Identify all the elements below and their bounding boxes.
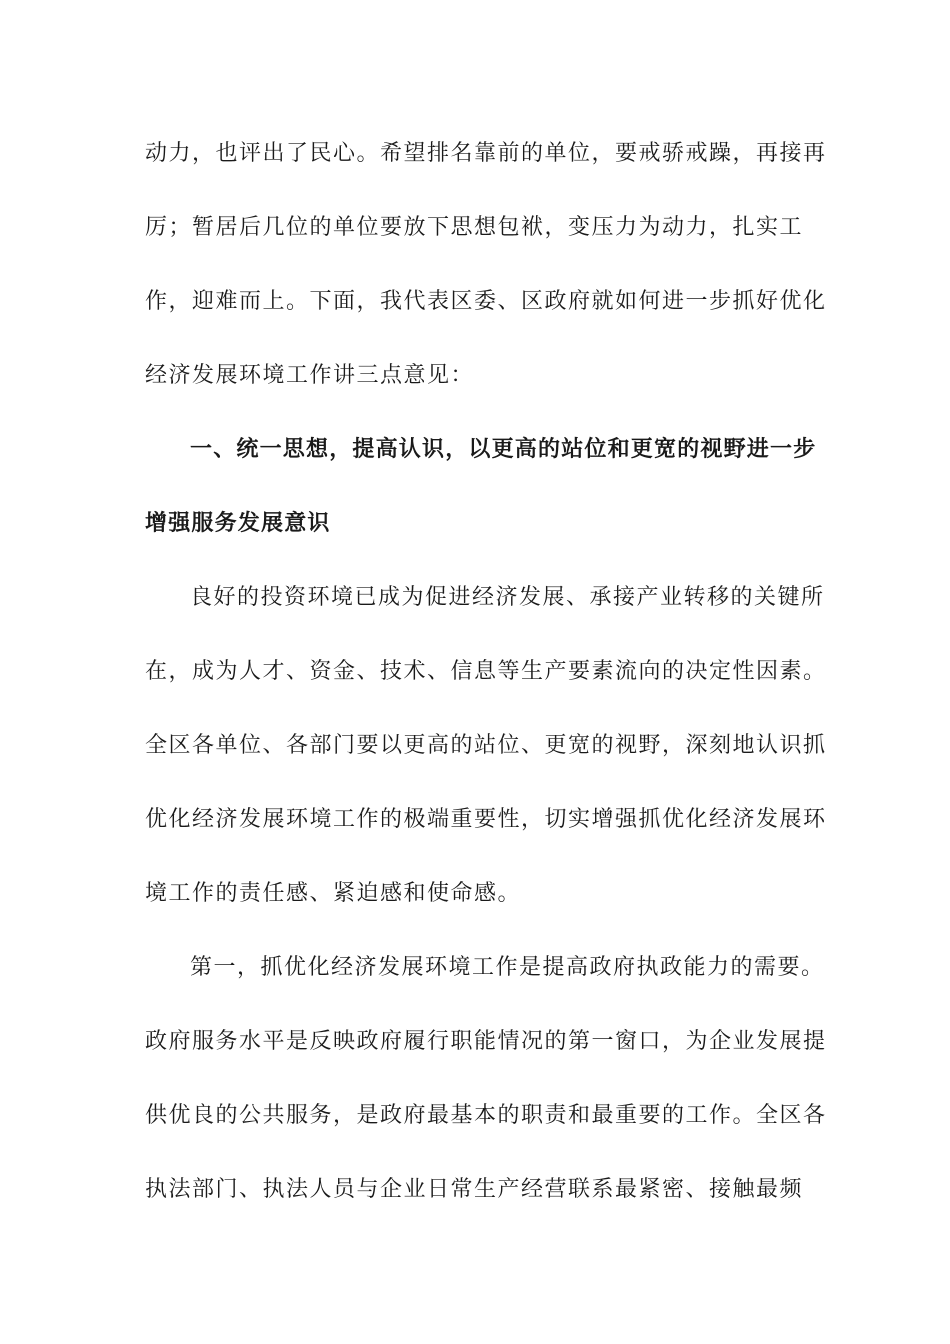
body-text-line: 政府服务水平是反映政府履行职能情况的第一窗口，为企业发展提 bbox=[145, 1029, 827, 1054]
body-text-line: 全区各单位、各部门要以更高的站位、更宽的视野，深刻地认识抓 bbox=[145, 733, 827, 758]
section-heading-continued: 增强服务发展意识 bbox=[145, 511, 331, 536]
paragraph-first-line: 第一，抓优化经济发展环境工作是提高政府执政能力的需要。 bbox=[190, 955, 825, 980]
body-text-line: 执法部门、执法人员与企业日常生产经营联系最紧密、接触最频 bbox=[145, 1177, 804, 1202]
body-text-line: 经济发展环境工作讲三点意见： bbox=[145, 363, 475, 388]
section-heading: 一、统一思想，提高认识，以更高的站位和更宽的视野进一步 bbox=[190, 437, 817, 462]
body-text-line: 动力，也评出了民心。希望排名靠前的单位，要戒骄戒躁，再接再 bbox=[145, 141, 827, 166]
body-text-line: 境工作的责任感、紧迫感和使命感。 bbox=[145, 881, 522, 906]
body-text-line: 供优良的公共服务，是政府最基本的职责和最重要的工作。全区各 bbox=[145, 1103, 827, 1128]
body-text-line: 在，成为人才、资金、技术、信息等生产要素流向的决定性因素。 bbox=[145, 659, 827, 684]
body-text-line: 作，迎难而上。下面，我代表区委、区政府就如何进一步抓好优化 bbox=[145, 289, 827, 314]
body-text-line: 厉；暂居后几位的单位要放下思想包袱，变压力为动力，扎实工 bbox=[145, 215, 804, 240]
paragraph-first-line: 良好的投资环境已成为促进经济发展、承接产业转移的关键所 bbox=[190, 585, 825, 610]
body-text-line: 优化经济发展环境工作的极端重要性，切实增强抓优化经济发展环 bbox=[145, 807, 827, 832]
